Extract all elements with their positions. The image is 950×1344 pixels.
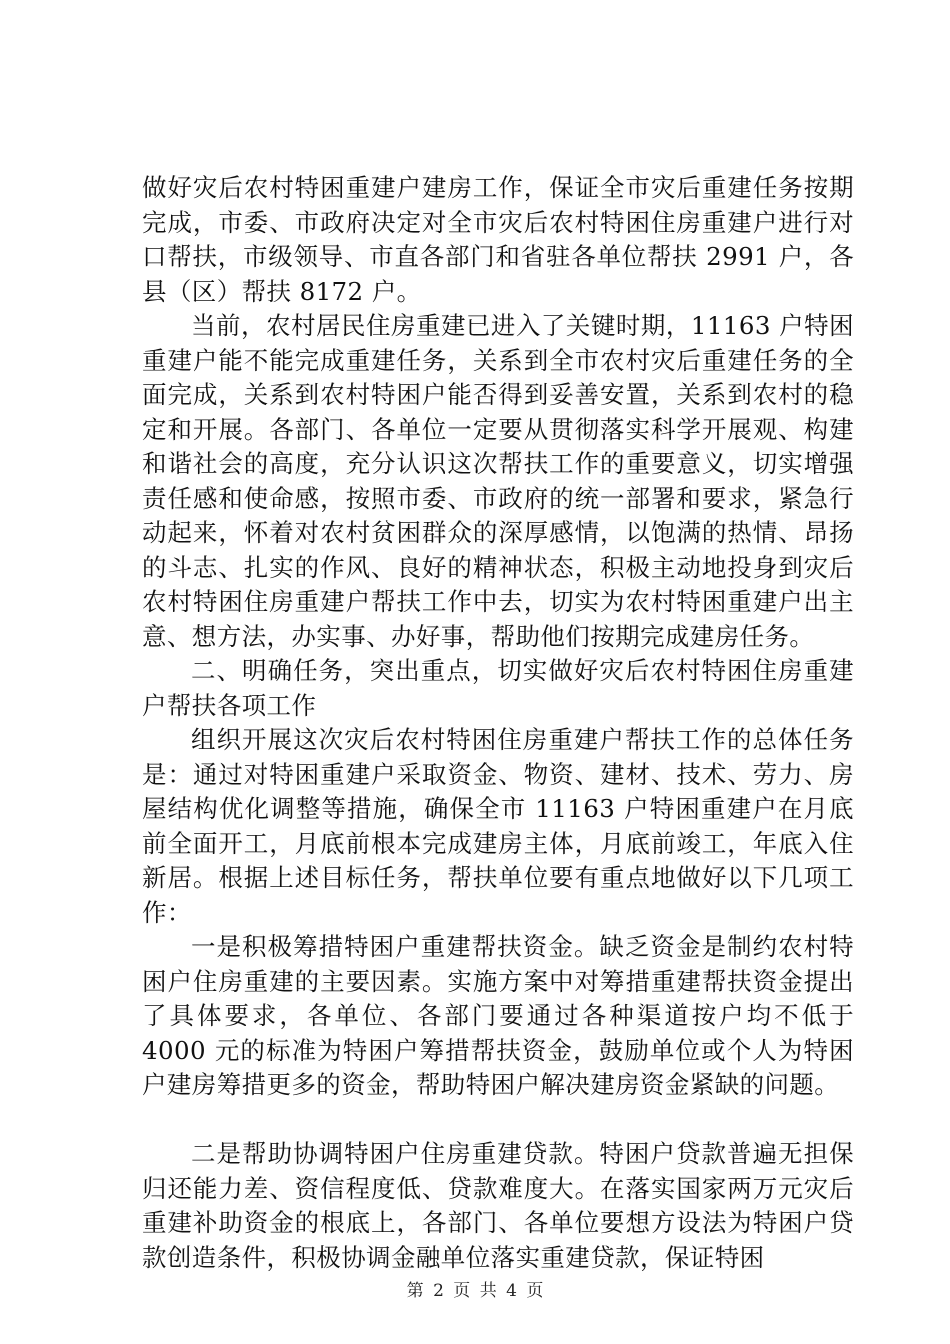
- section-heading-two: 二、明确任务，突出重点，切实做好灾后农村特困住房重建户帮扶各项工作: [142, 656, 854, 720]
- paragraph-current-situation: 当前，农村居民住房重建已进入了关键时期，11163 户特困重建户能不能完成重建任务，关系到全市农村灾后重建任务的全面完成，关系到农村特困户能否得到妥善安置，关系到农村的稳定和开展。各部门、各单位一定要从贯彻落实科学开展观、构建和谐社会的高度，充分认识这次帮扶工作的重要意义，切实增强责任感和使命感，按照市委、市政府的统一部署和要求，紧急行动起来，怀着对农村贫困群众的深厚感情，以饱满的热情、昂扬的斗志、扎实的作风、良好的精神状态，积极主动地投身到灾后农村特困住房重建户帮扶工作中去，切实为农村特困重建户出主意、想方法，办实事、办好事，帮助他们按期完成建房任务。: [142, 311, 854, 651]
- paragraph-overall-task: 组织开展这次灾后农村特困住房重建户帮扶工作的总体任务是：通过对特困重建户采取资金、物资、建材、技术、劳力、房屋结构优化调整等措施，确保全市 11163 户特困重建户在月底前全面开工，月底前根本完成建房主体，月底前竣工，年底入住新居。根据上述目标任务，帮扶单位要有重点地做好以下几项工作：: [142, 725, 854, 927]
- paragraph-item-one: 一是积极筹措特困户重建帮扶资金。缺乏资金是制约农村特困户住房重建的主要因素。实施方案中对筹措重建帮扶资金提出了具体要求，各单位、各部门要通过各种渠道按户均不低于 4000 元的标准为特困户筹措帮扶资金，鼓励单位或个人为特困户建房筹措更多的资金，帮助特困户解决建房资金紧缺的问题。: [142, 932, 854, 1099]
- document-body: [142, 171, 854, 1275]
- page-number-footer: 第 2 页 共 4 页: [406, 1281, 544, 1301]
- paragraph-spacer: [142, 1103, 854, 1138]
- paragraph-item-two: 二是帮助协调特困户住房重建贷款。特困户贷款普遍无担保归还能力差、资信程度低、贷款难度大。在落实国家两万元灾后重建补助资金的根底上，各部门、各单位要想方设法为特困户贷款创造条件，积极协调金融单位落实重建贷款，保证特困: [142, 1139, 854, 1272]
- paragraph-intro: 做好灾后农村特困重建户建房工作，保证全市灾后重建任务按期完成，市委、市政府决定对全市灾后农村特困住房重建户进行对口帮扶，市级领导、市直各部门和省驻各单位帮扶 2991 户，各县（区）帮扶 8172 户。: [142, 173, 854, 306]
